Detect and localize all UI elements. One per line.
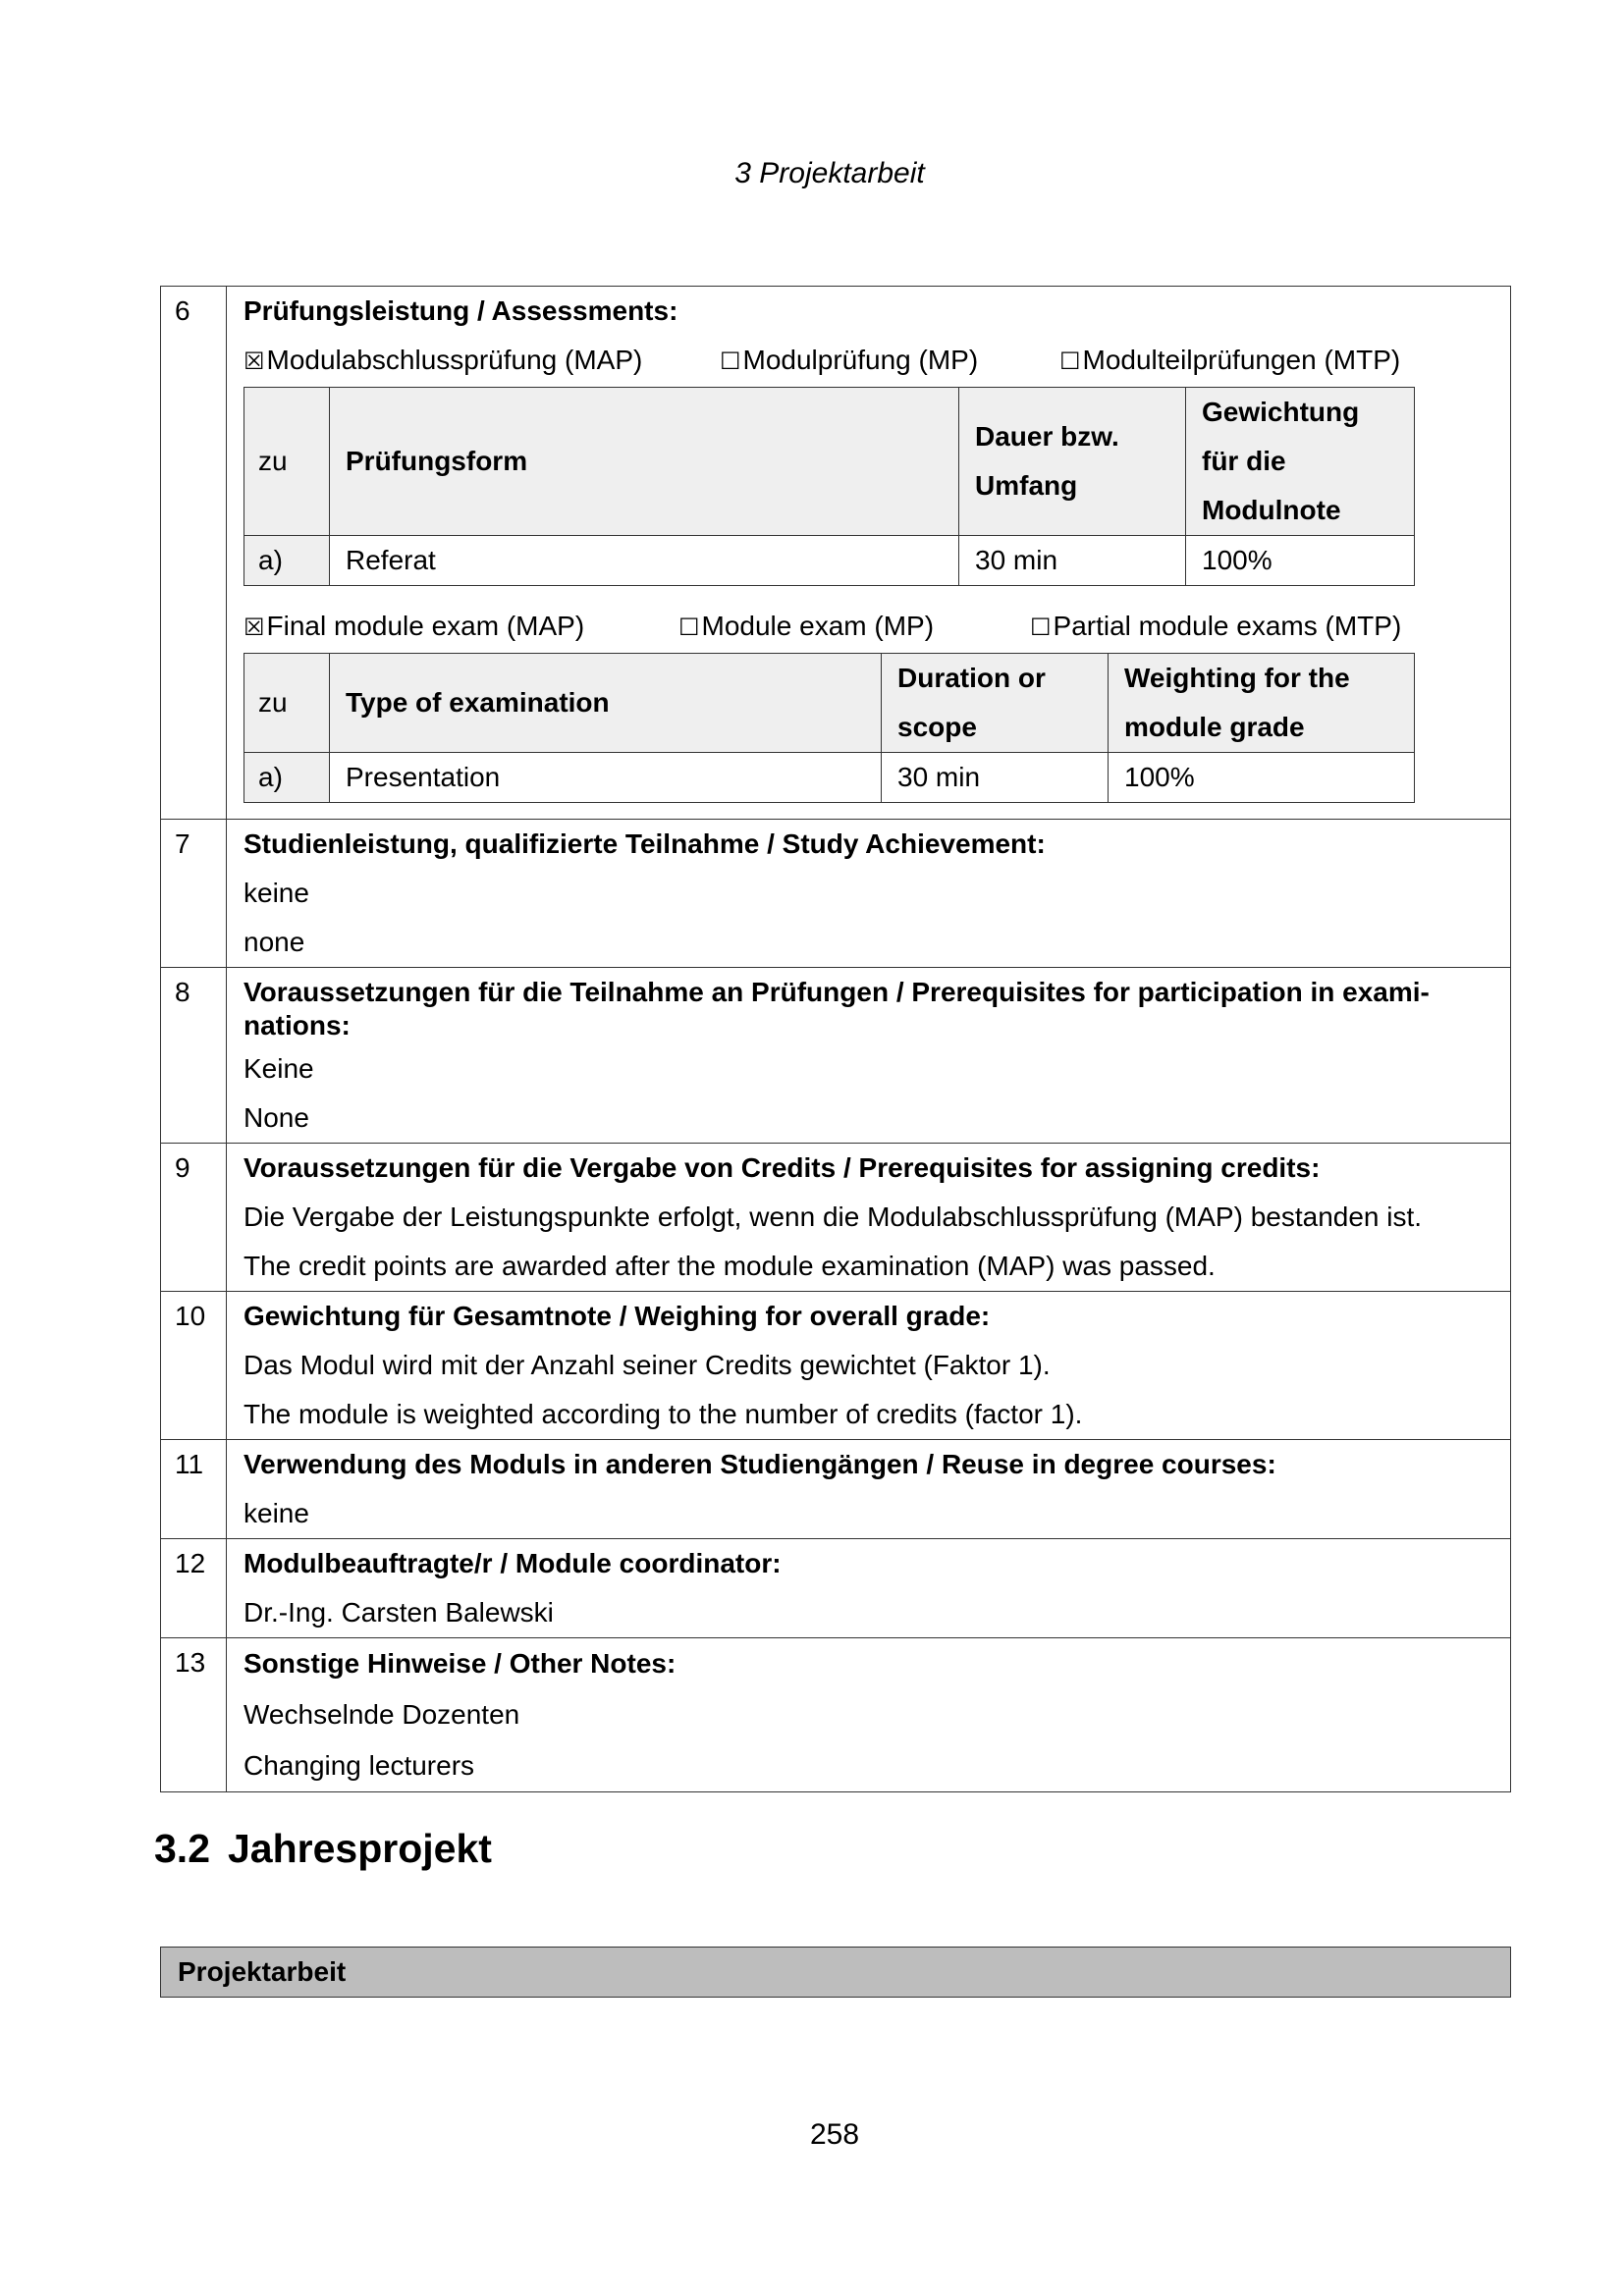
checked-box-icon: ☒ [244,348,265,375]
row-heading: Voraussetzungen für die Teilnahme an Prüfungen / Prerequisites for participation in exami-nations: [244,977,1430,1041]
row-heading: Modulbeauftragte/r / Module coordinator: [244,1548,782,1578]
unchecked-box-icon: ☐ [720,348,741,375]
option-mp-de: ☐Modulprüfung (MP) [720,345,979,375]
header-weighting: Gewichtung für die Modulnote [1186,388,1415,536]
option-mtp-de: ☐Modulteilprüfungen (MTP) [1059,345,1401,375]
row-number: 13 [161,1638,227,1792]
option-mtp-en: ☐Partial module exams (MTP) [1030,611,1402,641]
header-zu: zu [244,388,330,536]
exam-table-header [244,388,1415,536]
row-content [227,1292,1511,1440]
table-row [161,1539,1511,1638]
table-row [161,1638,1511,1792]
table-row [161,287,1511,820]
row-text: keine [244,878,309,908]
row-number: 11 [161,1440,227,1539]
table-row [161,1144,1511,1292]
row-content [227,1638,1511,1792]
row-heading: Studienleistung, qualifizierte Teilnahme / Study Achievement: [244,828,1046,859]
row-number: 10 [161,1292,227,1440]
row-number: 7 [161,820,227,968]
option-map-en: ☒Final module exam (MAP) [244,611,585,641]
unchecked-box-icon: ☐ [1059,348,1081,375]
exam-table-row: a) Presentation 30 min 100% [244,753,1415,803]
checked-box-icon: ☒ [244,614,265,641]
exam-type-options-en [244,602,1494,653]
table-row [161,820,1511,968]
header-duration: Duration or scope [882,654,1109,753]
unchecked-box-icon: ☐ [1030,614,1052,641]
row-heading: Sonstige Hinweise / Other Notes: [244,1648,677,1679]
row-text: Changing lecturers [244,1750,475,1781]
exam-table-row: a) Referat 30 min 100% [244,536,1415,586]
section-title: Jahresprojekt [228,1826,492,1871]
header-zu: zu [244,654,330,753]
row-content [227,968,1511,1144]
row-content [227,1539,1511,1638]
row-content [227,1144,1511,1292]
row-number: 6 [161,287,227,820]
table-row [161,1292,1511,1440]
row-text: Dr.-Ing. Carsten Balewski [244,1597,554,1628]
header-weighting: Weighting for the module grade [1109,654,1415,753]
row-number: 9 [161,1144,227,1292]
option-map-de: ☒Modulabschlussprüfung (MAP) [244,345,643,375]
header-duration: Dauer bzw. Umfang [959,388,1186,536]
exam-type-options-de [244,336,1494,387]
row-number: 8 [161,968,227,1144]
row-content [227,1440,1511,1539]
row-text: Wechselnde Dozenten [244,1699,520,1730]
exam-table-en [244,653,1415,803]
header-form: Prüfungsform [330,388,959,536]
table-row [161,1440,1511,1539]
header-form: Type of examination [330,654,882,753]
row-heading: Voraussetzungen für die Vergabe von Credits / Prerequisites for assigning credits: [244,1152,1321,1183]
row-text: keine [244,1498,309,1528]
row-content [227,287,1511,820]
row-heading: Verwendung des Moduls in anderen Studiengängen / Reuse in degree courses: [244,1449,1276,1479]
row-heading: Gewichtung für Gesamtnote / Weighing for overall grade: [244,1301,991,1331]
row-text: Die Vergabe der Leistungspunkte erfolgt, wenn die Modulabschlussprüfung (MAP) bestanden ist. [244,1201,1423,1232]
exam-table-de [244,387,1415,586]
row-text: none [244,927,305,957]
row-text: Das Modul wird mit der Anzahl seiner Credits gewichtet (Faktor 1). [244,1350,1051,1380]
running-header: 3 Projektarbeit [734,157,925,189]
row-text: None [244,1102,309,1133]
row-text: Keine [244,1053,314,1084]
row-heading: Prüfungsleistung / Assessments: [244,295,678,326]
row-content [227,820,1511,968]
exam-table-header [244,654,1415,753]
page-number: 258 [809,2118,860,2151]
row-number: 12 [161,1539,227,1638]
section-number: 3.2 [154,1826,210,1871]
row-text: The credit points are awarded after the module examination (MAP) was passed. [244,1251,1216,1281]
table-row [161,968,1511,1144]
row-text: The module is weighted according to the number of credits (factor 1). [244,1399,1083,1429]
module-title-bar: Projektarbeit [160,1947,1511,1998]
option-mp-en: ☐Module exam (MP) [678,611,935,641]
unchecked-box-icon: ☐ [678,614,700,641]
section-heading [154,1826,492,1872]
module-description-table [160,286,1511,1792]
